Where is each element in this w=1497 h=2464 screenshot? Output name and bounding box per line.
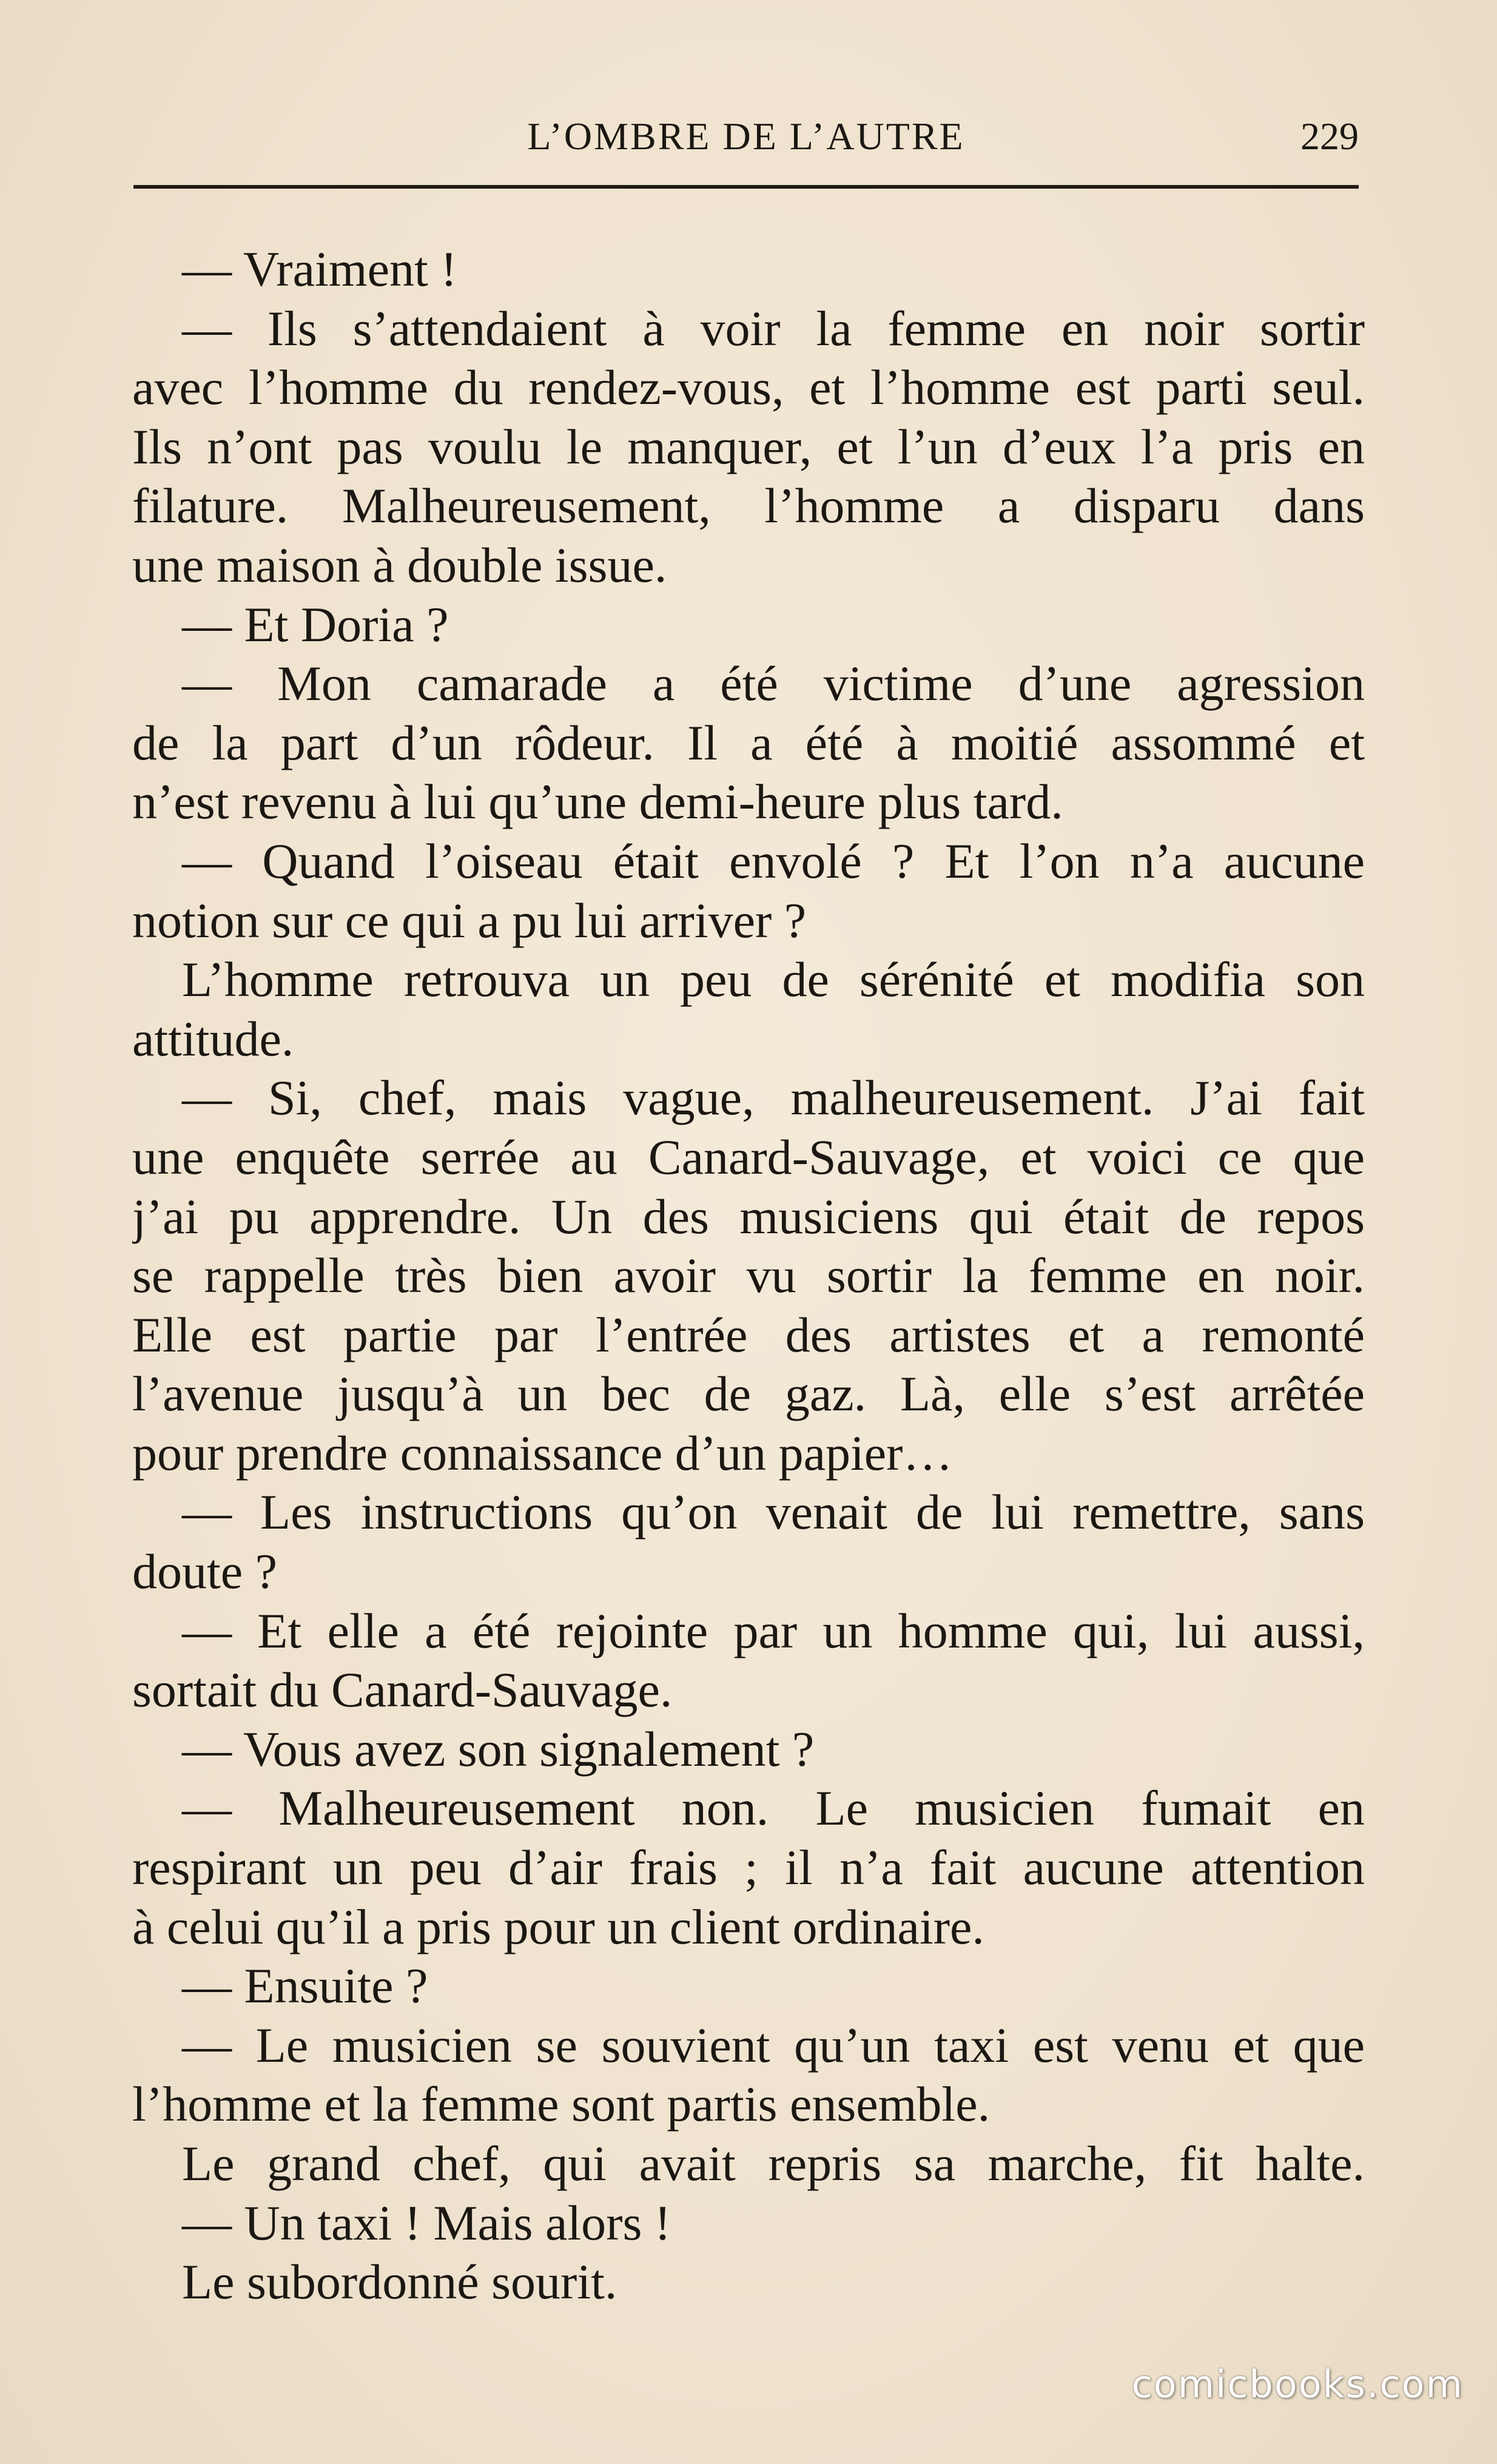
text-line: l’avenue jusqu’à un bec de gaz. Là, elle s’est arrêtée [132,1366,1365,1422]
running-head [133,103,1359,170]
text-line: se rappelle très bien avoir vu sortir la femme en noir. [132,1248,1365,1304]
text-line: sortait du Canard-Sauvage. [132,1662,673,1718]
text-line: l’homme et la femme sont partis ensemble. [132,2076,991,2132]
running-title: L’OMBRE DE L’AUTRE [527,115,965,158]
text-line: pour prendre connaissance d’un papier… [132,1425,953,1481]
text-line: Le grand chef, qui avait repris sa marche, fit halte. [182,2136,1365,2191]
text-line: Elle est partie par l’entrée des artistes et a remonté [132,1307,1365,1362]
text-line: filature. Malheureusement, l’homme a disparu dans [132,478,1365,534]
text-line: — Les instructions qu’on venait de lui remettre, sans [182,1484,1365,1540]
header-rule [133,185,1359,189]
watermark: comicbooks.com [1131,2362,1464,2406]
text-line: — Ensuite ? [182,1958,428,2014]
text-body [132,240,1365,2312]
text-line: L’homme retrouva un peu de sérénité et modifia son [182,952,1365,1008]
text-line: attitude. [132,1011,294,1066]
text-line: — Et Doria ? [182,596,449,652]
text-line: — Quand l’oiseau était envolé ? Et l’on n’a aucune [182,833,1365,889]
text-line: n’est revenu à lui qu’une demi-heure plus tard. [132,774,1063,830]
text-line: une maison à double issue. [132,537,667,593]
text-line: avec l’homme du rendez-vous, et l’homme est parti seul. [132,360,1365,416]
text-line: à celui qu’il a pris pour un client ordinaire. [132,1899,984,1954]
text-line: — Et elle a été rejointe par un homme qui, lui aussi, [182,1603,1365,1658]
text-line: une enquête serrée au Canard-Sauvage, et voici ce que [132,1129,1365,1185]
text-line: doute ? [132,1544,278,1600]
text-line: — Vraiment ! [182,241,457,297]
page-number: 229 [1300,115,1359,158]
text-line: — Mon camarade a été victime d’une agression [182,656,1365,712]
text-line: respirant un peu d’air frais ; il n’a fait aucune attention [132,1840,1365,1896]
text-line: — Vous avez son signalement ? [182,1721,815,1777]
text-line: de la part d’un rôdeur. Il a été à moitié assommé et [132,715,1365,770]
text-line: Ils n’ont pas voulu le manquer, et l’un d’eux l’a pris en [132,419,1365,474]
text-line: — Si, chef, mais vague, malheureusement. J’ai fait [182,1070,1365,1126]
text-line: — Malheureusement non. Le musicien fumait en [182,1780,1365,1836]
text-line: Le subordonné sourit. [182,2254,617,2310]
text-line: j’ai pu apprendre. Un des musiciens qui était de repos [132,1188,1365,1244]
text-line: — Ils s’attendaient à voir la femme en noir sortir [182,300,1365,356]
text-line: notion sur ce qui a pu lui arriver ? [132,892,807,948]
text-line: — Le musicien se souvient qu’un taxi est venu et que [182,2017,1365,2073]
text-line: — Un taxi ! Mais alors ! [182,2195,671,2250]
